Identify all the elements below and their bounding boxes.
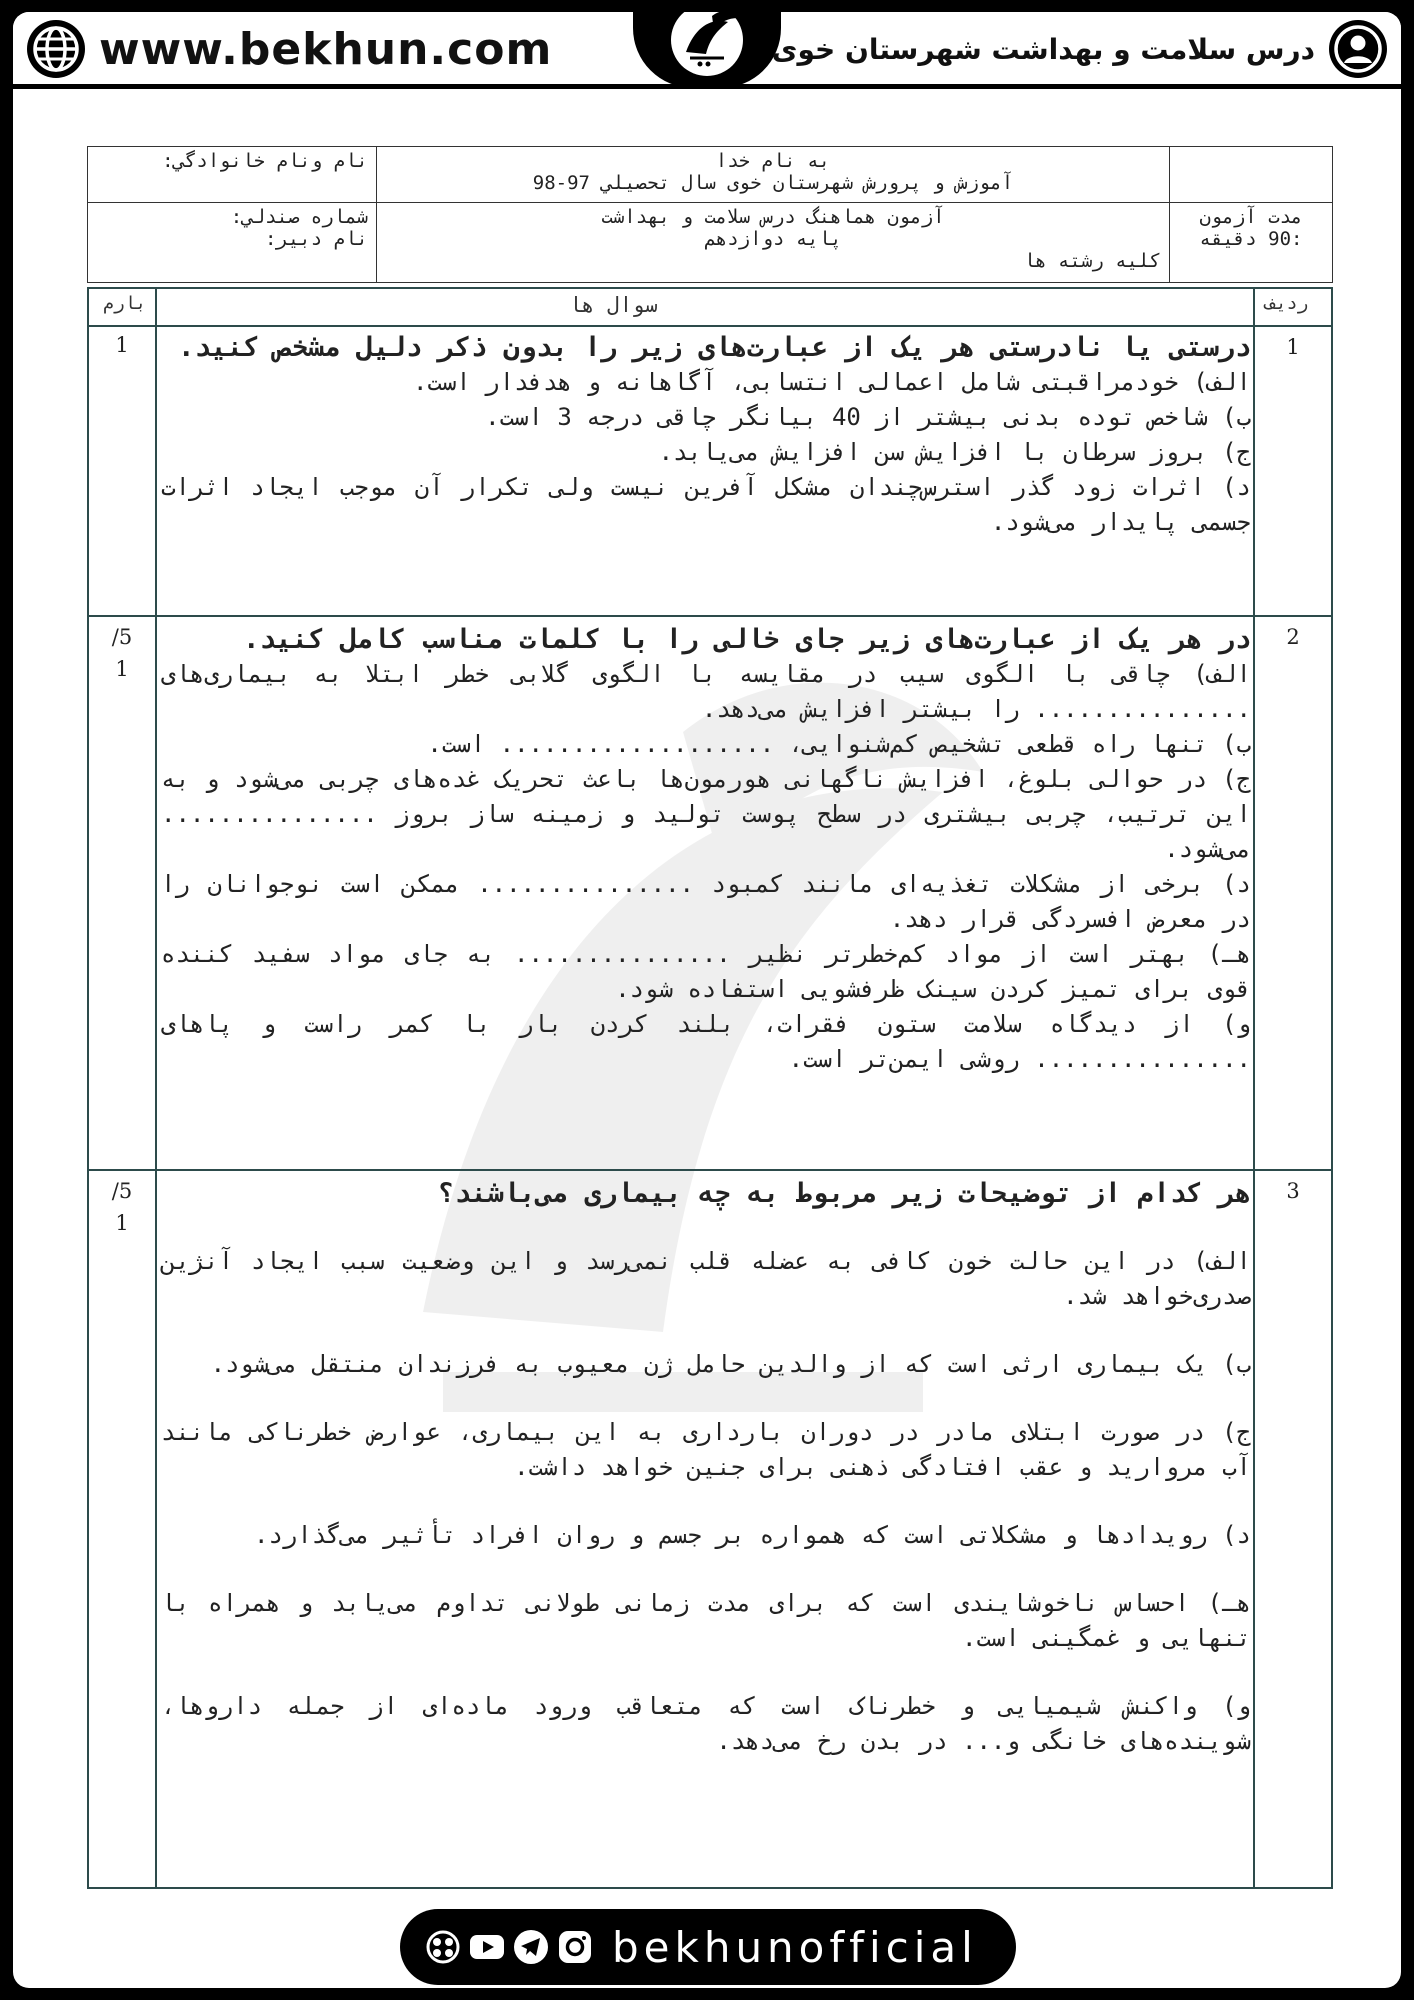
- social-handle[interactable]: bekhunofficial: [612, 1922, 978, 1972]
- question-number: 1: [1286, 335, 1300, 359]
- row-header: رديف: [1265, 293, 1309, 314]
- question-item: ج) بروز سرطان با افزایش سن افزایش می‌یابد.: [658, 438, 1251, 466]
- q1-divider: [89, 615, 1331, 617]
- course-title: درس سلامت و بهداشت شهرستان خوی: [771, 32, 1315, 66]
- org-line: آموزش و پرورش شهرستان خوی سال تحصیلي 97-98: [532, 172, 1014, 194]
- question-item: هـ) بهتر است از مواد کم‌خطرتر نظیر ............... به جای مواد سفید کننده قوی برای تمیز کردن سینک ظرفشویی استفاده شود.: [161, 940, 1251, 1003]
- question-score: [89, 621, 155, 685]
- question-item: د) رویدادها و مشکلاتی است که همواره بر جسم و روان افراد تأثیر می‌گذارد.: [254, 1521, 1251, 1549]
- site-link[interactable]: [27, 20, 552, 78]
- question-item: ج) در صورت ابتلای مادر در دوران بارداری به این بیماری، عوارض خطرناکی مانند آب مروارید و عقب افتادگی ذهنی برای جنین خواهد داشت.: [161, 1418, 1251, 1481]
- header-divider: [89, 325, 1331, 327]
- score-line: 1: [115, 333, 129, 357]
- questions-sheet: [87, 287, 1333, 1889]
- student-name-cell: [88, 147, 377, 203]
- question-item: الف) خودمراقبتی شامل اعمالی انتسابی، آگاهانه و هدفدار است.: [412, 368, 1251, 396]
- question-item: د) اثرات زود گذر استرس‌چندان مشکل آفرین نیست ولی تکرار آن موجب ایجاد اثرات جسمی پایدار می‌شود.: [161, 473, 1251, 536]
- duration-cell: [1170, 203, 1333, 283]
- question-item: و) واکنش شیمیایی و خطرناک است که متعاقب ورود ماده‌ای از جمله داروها، شوینده‌های خانگی و... در بدن رخ می‌دهد.: [161, 1692, 1251, 1755]
- logo-icon: [656, 12, 758, 84]
- teacher-label: نام دبير:: [265, 228, 368, 250]
- question-number: 2: [1286, 625, 1300, 649]
- basmala: به نام خدا: [715, 150, 831, 172]
- questions-header: سوال ها: [569, 293, 658, 317]
- exam-title: آزمون هماهنگ درس سلامت و بهداشت: [601, 206, 945, 228]
- exam-title-cell: [377, 203, 1170, 283]
- question-item: ب) شاخص توده بدنی بیشتر از 40 بیانگر چاقی درجه 3 است.: [485, 403, 1251, 431]
- blank-cell: [1170, 147, 1333, 203]
- seat-teacher-cell: [88, 203, 377, 283]
- score-header: بارم: [103, 293, 147, 314]
- score-line: /5: [111, 625, 133, 649]
- score-line: 1: [115, 657, 129, 681]
- logo-badge: [633, 12, 781, 88]
- social-footer: [400, 1909, 1016, 1985]
- score-line: /5: [111, 1179, 133, 1203]
- question-item: ب) تنها راه قطعی تشخیص کم‌شنوایی، ................... است.: [427, 730, 1251, 758]
- question-title: درستی یا نادرستی هر یک از عبارت‌های زیر را بدون ذکر دلیل مشخص کنید.: [178, 332, 1251, 363]
- score-line: 1: [115, 1211, 129, 1235]
- duration-label: مدت آزمون: [1199, 206, 1303, 228]
- row-column-divider: [1253, 289, 1255, 1887]
- globe-icon: [27, 20, 85, 78]
- score-column-divider: [155, 289, 157, 1887]
- question-1: [161, 331, 1251, 540]
- grade: پايه دوازدهم: [704, 228, 842, 250]
- question-item: الف) در این حالت خون کافی به عضله قلب نمی‌رسد و این وضعیت سبب ایجاد آنژین صدری‌خواهد شد.: [161, 1247, 1251, 1310]
- question-item: ب) یک بیماری ارثی است که از والدین حامل ژن معیوب به فرزندان منتقل می‌شود.: [210, 1350, 1251, 1378]
- telegram-icon[interactable]: [512, 1928, 550, 1966]
- duration-value: :90 دقيقه: [1199, 228, 1303, 250]
- question-item: الف) چاقی با الگوی سیب در مقایسه با الگوی گلابی خطر ابتلا به بیماری‌های ............... را بیشتر افزایش می‌دهد.: [161, 660, 1251, 723]
- q2-divider: [89, 1169, 1331, 1171]
- question-score: [89, 1175, 155, 1239]
- youtube-icon[interactable]: [468, 1928, 506, 1966]
- question-title: در هر یک از عبارت‌های زیر جای خالی را با کلمات مناسب کامل کنید.: [243, 624, 1251, 655]
- student-name-label: نام ونام خانوادگي:: [162, 150, 368, 172]
- site-header: [13, 12, 1401, 89]
- question-item: هـ) احساس ناخوشایندی است که برای مدت زمانی طولانی تداوم می‌یابد و همراه با تنهایی و غمگینی است.: [161, 1589, 1251, 1652]
- question-item: د) برخی از مشکلات تغذیه‌ای مانند کمبود ............... ممکن است نوجوانان را در معرض افسردگی قرار دهد.: [161, 870, 1251, 933]
- exam-info-table: [87, 146, 1333, 283]
- question-item: و) از دیدگاه سلامت ستون فقرات، بلند کردن بار با کمر راست و پاهای ............... روشی ایمن‌تر است.: [161, 1010, 1251, 1073]
- seat-label: شماره صندلي:: [230, 206, 368, 228]
- fields: کلیه رشته ها: [1023, 250, 1161, 272]
- aparat-icon[interactable]: [424, 1928, 462, 1966]
- question-3: [161, 1177, 1251, 1759]
- question-title: هر کدام از توضیحات زیر مربوط به چه بیماری می‌باشند؟: [438, 1178, 1251, 1209]
- instagram-icon[interactable]: [556, 1928, 594, 1966]
- question-number: 3: [1286, 1179, 1300, 1203]
- question-2: [161, 623, 1251, 1077]
- question-score: [89, 329, 155, 361]
- user-icon[interactable]: [1329, 20, 1387, 78]
- course-heading: [772, 20, 1387, 78]
- site-url[interactable]: www.bekhun.com: [99, 23, 553, 75]
- org-cell: [377, 147, 1170, 203]
- question-item: ج) در حوالی بلوغ، افزایش ناگهانی هورمون‌ها باعث تحریک غده‌های چربی می‌شود و به این ترتیب، چربی بیشتری در سطح پوست تولید و زمینه ساز بروز ............... می‌شود.: [161, 765, 1251, 863]
- page-frame: [13, 12, 1401, 1988]
